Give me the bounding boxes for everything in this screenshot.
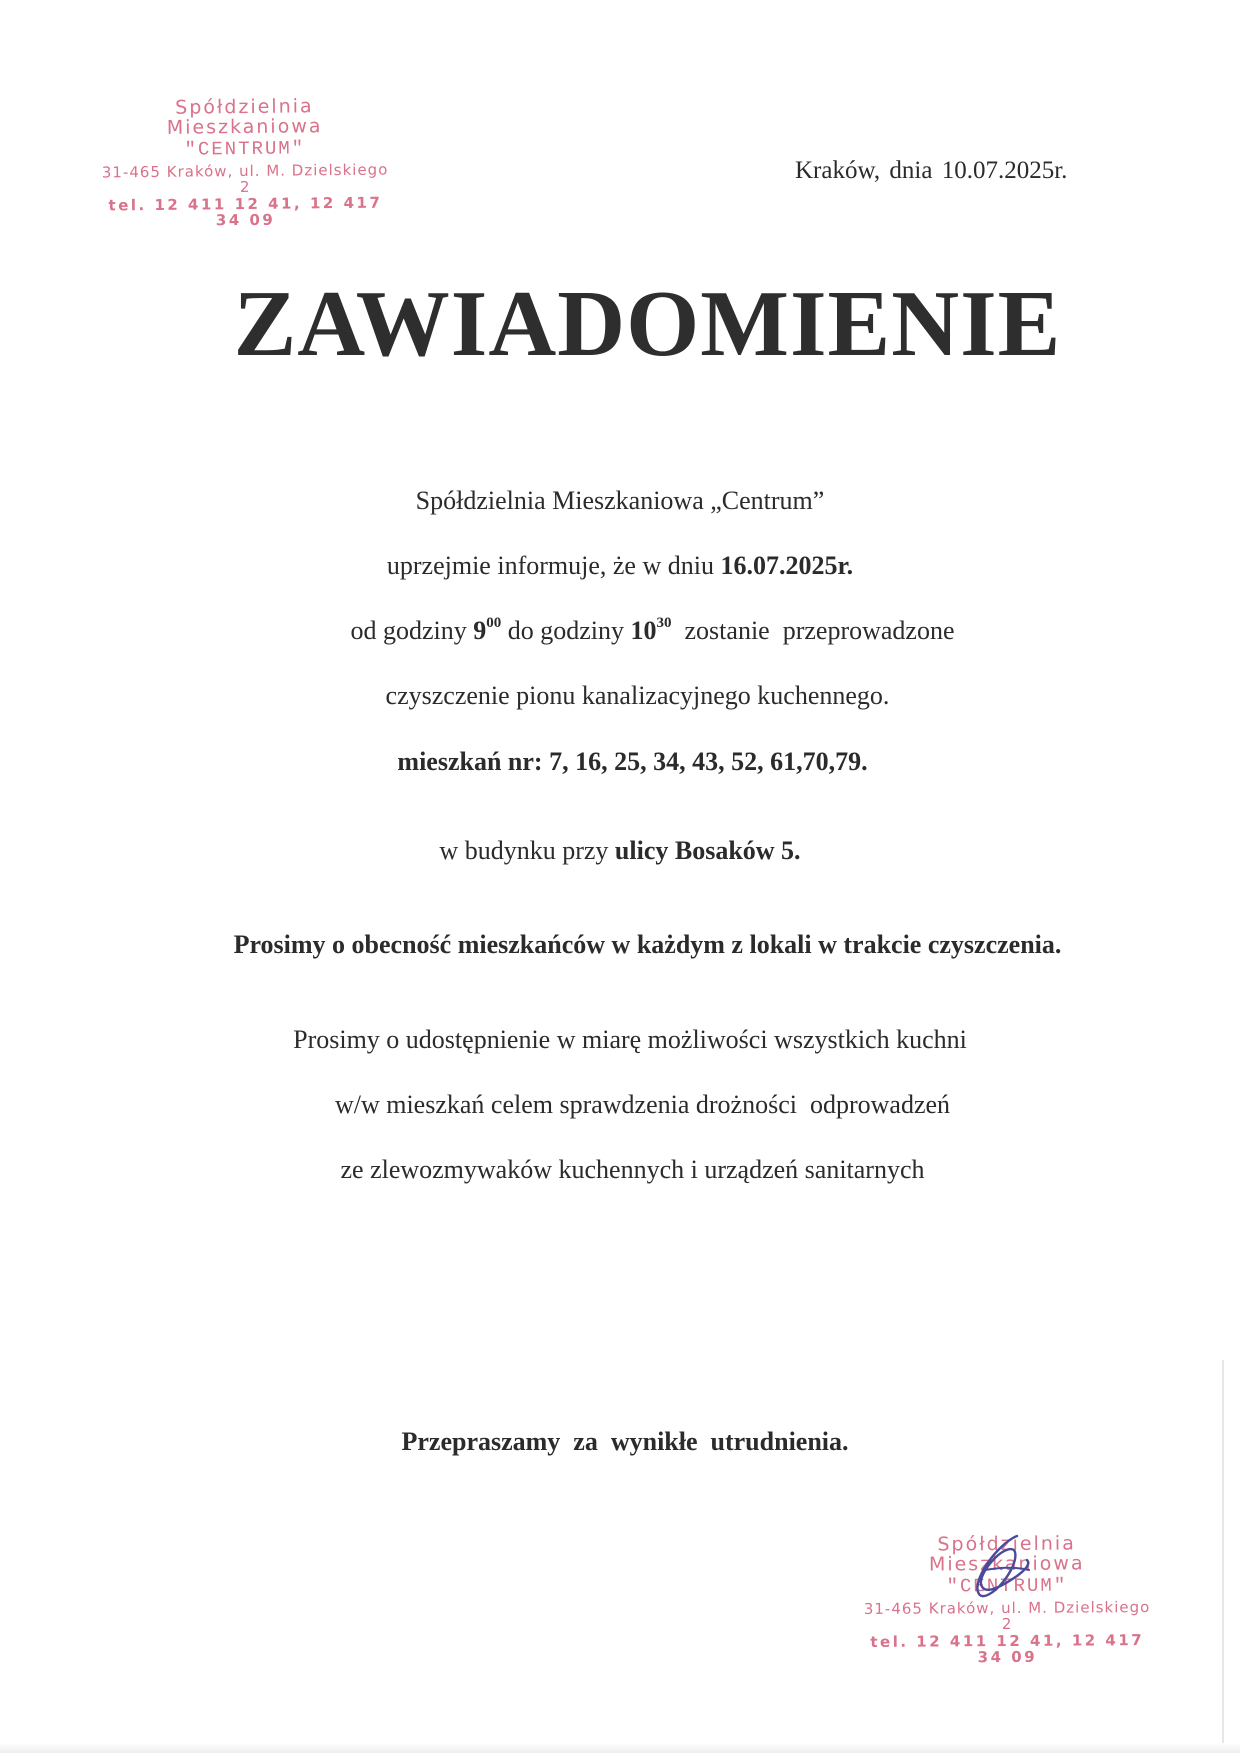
stamp-brand: "CENTRUM": [184, 137, 306, 161]
document-title: ZAWIADOMIENIE: [233, 272, 1062, 376]
signature-icon: [955, 1530, 1045, 1608]
stamp-brand: "CENTRUM": [946, 1574, 1068, 1598]
stamp-phone: tel. 12 411 12 41, 12 417 34 09: [870, 1631, 1145, 1667]
cleaning-date: 16.07.2025r.: [720, 551, 854, 580]
scan-shadow: [0, 1743, 1240, 1753]
apology-closing: Przepraszamy za wynikłe utrudnienia.: [401, 1427, 849, 1456]
end-hour: $10^{30}$: [630, 615, 672, 645]
presence-request: Prosimy o obecność mieszkańców w każdym z lokali w trakcie czyszczenia.: [233, 930, 1062, 959]
organization-stamp-top: [99, 96, 390, 230]
body-line-building: w budynku przy ulicy Bosaków 5.: [439, 836, 801, 865]
body-line-hours: od godziny $9^{00}$ do godziny $10^{30}$ zostanie przeprowadzone: [350, 615, 955, 645]
stamp-name: Spółdzielnia Mieszkaniowa: [928, 1532, 1085, 1576]
body-line-date: uprzejmie informuje, że w dniu 16.07.2025r.: [386, 551, 854, 580]
body-line-access-1: Prosimy o udostępnienie w miarę możliwości wszystkich kuchni: [293, 1025, 967, 1054]
body-line-task: czyszczenie pionu kanalizacyjnego kuchennego.: [385, 681, 890, 710]
stamp-name: Spółdzielnia Mieszkaniowa: [166, 95, 323, 139]
body-line-access-3: ze zlewozmywaków kuchennych i urządzeń sanitarnych: [340, 1155, 925, 1184]
building-address: ulicy Bosaków 5.: [614, 836, 801, 865]
stamp-phone: tel. 12 411 12 41, 12 417 34 09: [108, 193, 383, 230]
body-line-organization: Spółdzielnia Mieszkaniowa „Centrum”: [415, 486, 825, 515]
stamp-address: 31-465 Kraków, ul. M. Dzielskiego 2: [863, 1597, 1151, 1633]
body-line-access-2: w/w mieszkań celem sprawdzenia drożności odprowadzeń: [334, 1090, 951, 1119]
scan-edge: [1222, 1360, 1224, 1750]
apartment-numbers: mieszkań nr: 7, 16, 25, 34, 43, 52, 61,70,79.: [397, 747, 868, 776]
start-hour: $9^{00}$: [473, 615, 502, 645]
document-date: Kraków, dnia 10.07.2025r.: [795, 157, 1068, 184]
stamp-address: 31-465 Kraków, ul. M. Dzielskiego 2: [101, 160, 389, 196]
